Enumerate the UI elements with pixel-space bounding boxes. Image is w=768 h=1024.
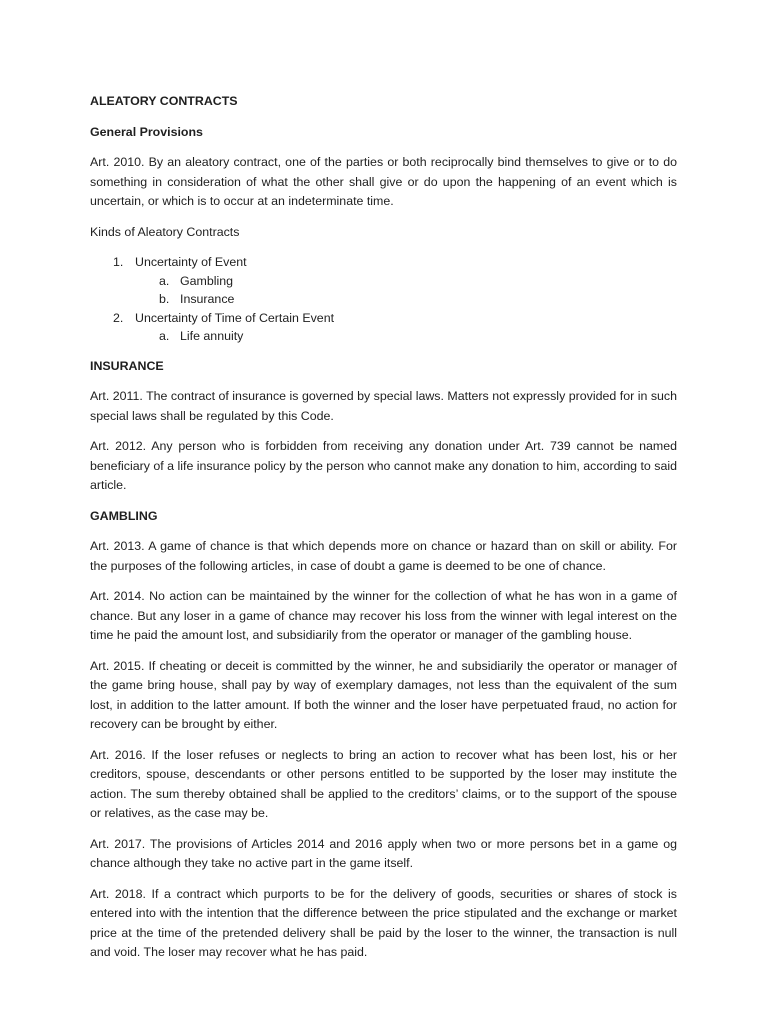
gambling-heading: GAMBLING xyxy=(90,508,158,523)
article-2017: Art. 2017. The provisions of Articles 2014 and 2016 apply when two or more persons bet in a game og chance although they take no active part in the game itself. xyxy=(90,836,677,870)
article-2010: Art. 2010. By an aleatory contract, one of the parties or both reciprocally bind themselves to give or to do something in consideration of what the other shall give or do upon the happening of an event which is uncertain, or which is to occur at an indeterminate time. xyxy=(90,155,677,208)
kinds-sublist-1 xyxy=(90,272,677,309)
kinds-subitem-life-annuity-label: Life annuity xyxy=(180,329,244,343)
kinds-item-1-number: 1. xyxy=(113,255,124,269)
kinds-sublist-2 xyxy=(90,327,677,346)
kinds-list xyxy=(90,253,677,346)
article-2016: Art. 2016. If the loser refuses or neglects to bring an action to recover what has been lost, his or her creditors, spouse, descendants or other persons entitled to be supported by the loser may institute the action. The sum thereby obtained shall be applied to the creditors’ claims, or to the support of the spouse or relatives, as the case may be. xyxy=(90,747,677,820)
kinds-subitem-insurance-letter: b. xyxy=(159,292,170,306)
insurance-heading: INSURANCE xyxy=(90,358,164,373)
kinds-subitem-gambling xyxy=(90,272,677,291)
article-2011: Art. 2011. The contract of insurance is governed by special laws. Matters not expressly provided for in such special laws shall be regulated by this Code. xyxy=(90,389,677,423)
kinds-subitem-life-annuity-letter: a. xyxy=(159,329,170,343)
article-2015: Art. 2015. If cheating or deceit is committed by the winner, he and subsidiarily the operator or manager of the game bring house, shall pay by way of exemplary damages, not less than the equivalent of the sum lost, in addition to the latter amount. If both the winner and the loser have perpetuated fraud, no action for recovery can be brought by either. xyxy=(90,658,677,731)
kinds-item-1-subitems xyxy=(90,272,677,309)
kinds-subitem-life-annuity xyxy=(90,327,677,346)
kinds-item-2-label: Uncertainty of Time of Certain Event xyxy=(135,310,335,325)
kinds-item-1-label: Uncertainty of Event xyxy=(135,255,247,269)
document-title: ALEATORY CONTRACTS xyxy=(90,94,238,108)
article-2018: Art. 2018. If a contract which purports to be for the delivery of goods, securities or shares of stock is entered into with the intention that the difference between the price stipulated and the exchange or market price at the time of the pretended delivery shall be paid by the loser to the winner, the transaction is null and void. The loser may recover what he has paid. xyxy=(90,886,677,959)
article-2012: Art. 2012. Any person who is forbidden from receiving any donation under Art. 739 cannot be named beneficiary of a life insurance policy by the person who cannot make any donation to him, according to said article. xyxy=(90,439,677,492)
document-page xyxy=(90,92,677,974)
kinds-subitem-gambling-label: Gambling xyxy=(180,273,234,288)
kinds-item-2 xyxy=(90,309,677,328)
general-provisions-heading: General Provisions xyxy=(90,124,203,139)
article-2013: Art. 2013. A game of chance is that which depends more on chance or hazard than on skill or ability. For the purposes of the following articles, in case of doubt a game is deemed to be one of chance. xyxy=(90,539,677,573)
kinds-item-2-number: 2. xyxy=(113,310,124,325)
kinds-heading: Kinds of Aleatory Contracts xyxy=(90,224,240,239)
kinds-item-2-subitems xyxy=(90,327,677,346)
kinds-subitem-insurance-label: Insurance xyxy=(180,292,235,306)
kinds-item-1 xyxy=(90,253,677,272)
kinds-subitem-insurance xyxy=(90,290,677,309)
article-2014: Art. 2014. No action can be maintained by the winner for the collection of what he has won in a game of chance. But any loser in a game of chance may recover his loss from the winner with legal interest on the time he paid the amount lost, and subsidiarily from the operator or manager of the gambling house. xyxy=(90,589,677,642)
kinds-subitem-gambling-letter: a. xyxy=(159,273,170,288)
